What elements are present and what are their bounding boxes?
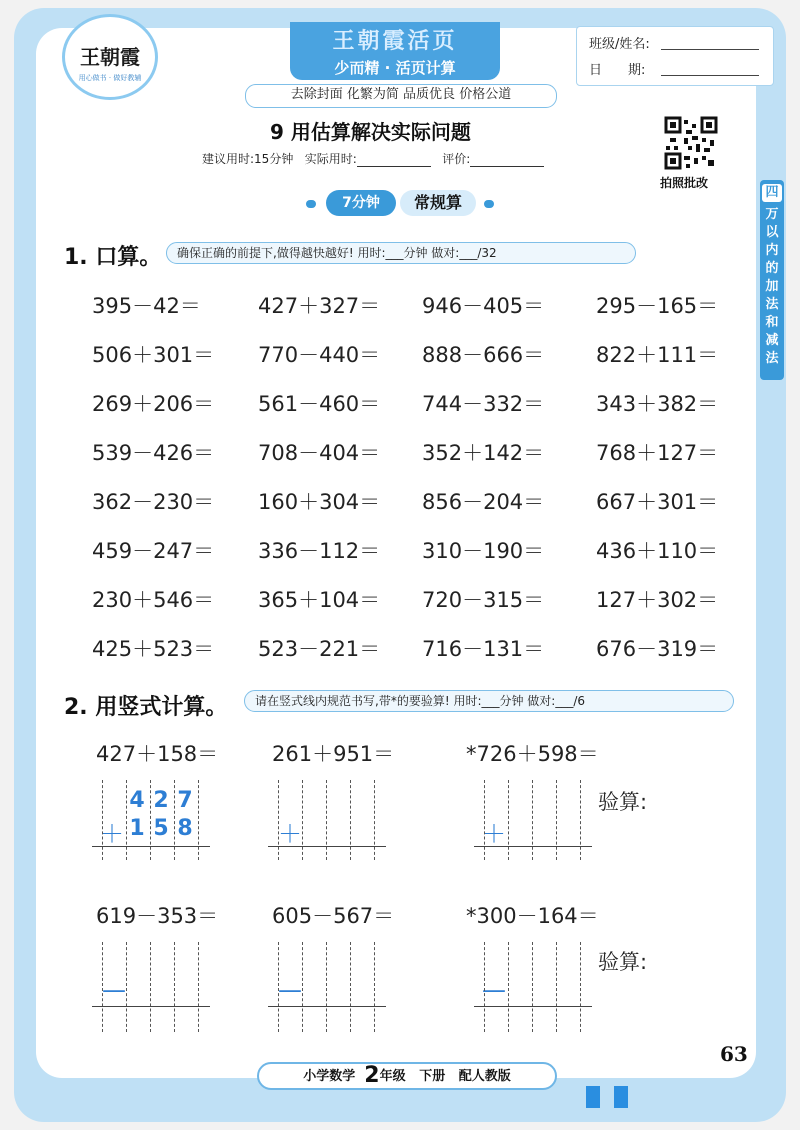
- section-label: 常规算: [400, 190, 476, 216]
- vertical-calc-grid[interactable]: [474, 942, 592, 1032]
- plus-sign: ＋: [278, 820, 302, 848]
- oral-calc-item: 523－221＝: [258, 637, 381, 661]
- oral-calc-item: 425＋523＝: [92, 637, 215, 661]
- example-digit: 8: [177, 816, 193, 841]
- grid-guide-line: [150, 942, 151, 1032]
- grid-guide-line: [556, 942, 557, 1032]
- grid-guide-line: [484, 780, 485, 860]
- grid-guide-line: [126, 942, 127, 1032]
- oral-calc-item: 365＋104＝: [258, 588, 381, 612]
- pill-decoration-right: [484, 200, 494, 208]
- grid-guide-line: [302, 942, 303, 1032]
- brand-title: 王朝霞活页: [332, 28, 458, 54]
- grid-guide-line: [374, 780, 375, 860]
- grid-guide-line: [508, 780, 509, 860]
- date-label: 日 期:: [589, 63, 646, 78]
- oral-calc-item: 269＋206＝: [92, 392, 215, 416]
- vertical-calc-grid[interactable]: [92, 780, 210, 860]
- sum-line: [474, 1006, 592, 1007]
- oral-calc-item: 352＋142＝: [422, 441, 545, 465]
- footer-badge: [257, 1062, 557, 1090]
- grid-guide-line: [174, 942, 175, 1032]
- sum-line: [268, 1006, 386, 1007]
- check-label: 验算:: [598, 790, 648, 814]
- grid-guide-line: [326, 780, 327, 860]
- vertical-problem: *300－164＝: [466, 904, 599, 928]
- sum-line: [92, 846, 210, 847]
- grid-guide-line: [580, 780, 581, 860]
- grid-guide-line: [174, 780, 175, 860]
- vertical-calc-grid[interactable]: [268, 942, 386, 1032]
- time-info: [202, 150, 544, 167]
- oral-calc-item: 362－230＝: [92, 490, 215, 514]
- lesson-title: 9 用估算解决实际问题: [270, 120, 471, 144]
- grid-guide-line: [508, 942, 509, 1032]
- sum-line: [92, 1006, 210, 1007]
- binding-tab: [614, 1086, 628, 1108]
- brand-banner: [290, 22, 500, 80]
- section2-heading: 2. 用竖式计算。: [64, 695, 228, 720]
- section1-heading: 1. 口算。: [64, 245, 162, 270]
- unit-title: 万以内的加法和减法: [765, 207, 779, 366]
- grid-guide-line: [302, 780, 303, 860]
- footer-volume: 下册: [419, 1069, 446, 1084]
- example-digit: 7: [177, 788, 193, 813]
- publisher-logo: [62, 14, 158, 100]
- oral-calc-item: 768＋127＝: [596, 441, 719, 465]
- plus-sign: ＋: [482, 820, 506, 848]
- grid-guide-line: [198, 780, 199, 860]
- actual-time-field[interactable]: [357, 154, 431, 167]
- qr-code-icon[interactable]: [664, 116, 718, 170]
- vertical-problem: 605－567＝: [272, 904, 395, 928]
- minus-sign: —: [482, 976, 506, 1004]
- section2-note: 请在竖式线内规范书写,带*的要验算! 用时:___分钟 做对:___/6: [244, 690, 734, 712]
- oral-calc-item: 946－405＝: [422, 294, 545, 318]
- oral-calc-item: 127＋302＝: [596, 588, 719, 612]
- oral-calc-item: 822＋111＝: [596, 343, 719, 367]
- example-digit: 1: [129, 816, 145, 841]
- actual-time-label: 实际用时:: [304, 152, 357, 166]
- grid-guide-line: [102, 780, 103, 860]
- oral-calc-item: 770－440＝: [258, 343, 381, 367]
- oral-calc-item: 395－42＝: [92, 294, 201, 318]
- footer-grade-number: 2: [364, 1063, 380, 1088]
- oral-calc-item: 708－404＝: [258, 441, 381, 465]
- oral-calc-item: 160＋304＝: [258, 490, 381, 514]
- grid-guide-line: [278, 942, 279, 1032]
- logo-text: 王朝霞: [80, 45, 140, 69]
- vertical-calc-grid[interactable]: [92, 942, 210, 1032]
- grid-guide-line: [198, 942, 199, 1032]
- oral-calc-item: 720－315＝: [422, 588, 545, 612]
- sum-line: [268, 846, 386, 847]
- page-number: 63: [720, 1042, 748, 1066]
- oral-calc-item: 716－131＝: [422, 637, 545, 661]
- grid-guide-line: [102, 942, 103, 1032]
- oral-calc-item: 459－247＝: [92, 539, 215, 563]
- vertical-calc-grid[interactable]: [474, 780, 592, 860]
- section1-note: 确保正确的前提下,做得越快越好! 用时:___分钟 做对:___/32: [166, 242, 636, 264]
- footer-grade-unit: 年级: [379, 1069, 406, 1084]
- unit-number: 四: [762, 184, 782, 202]
- example-digit: 4: [129, 788, 145, 813]
- binding-tab: [586, 1086, 600, 1108]
- oral-calc-item: 230＋546＝: [92, 588, 215, 612]
- grid-guide-line: [326, 942, 327, 1032]
- class-name-field[interactable]: [661, 35, 759, 50]
- oral-calc-item: 856－204＝: [422, 490, 545, 514]
- oral-calc-item: 336－112＝: [258, 539, 381, 563]
- grid-guide-line: [374, 942, 375, 1032]
- brand-subtitle: 少而精 · 活页计算: [334, 59, 456, 77]
- grid-guide-line: [556, 780, 557, 860]
- grid-guide-line: [580, 942, 581, 1032]
- grid-guide-line: [532, 780, 533, 860]
- oral-calc-item: 888－666＝: [422, 343, 545, 367]
- section-time: 7分钟: [326, 190, 396, 216]
- grid-guide-line: [484, 942, 485, 1032]
- minus-sign: —: [102, 976, 126, 1004]
- grid-guide-line: [532, 942, 533, 1032]
- grid-guide-line: [126, 780, 127, 860]
- oral-calc-item: 539－426＝: [92, 441, 215, 465]
- grid-guide-line: [350, 942, 351, 1032]
- class-name-label: 班级/姓名:: [589, 37, 650, 52]
- grid-guide-line: [278, 780, 279, 860]
- plus-sign: ＋: [100, 820, 124, 848]
- oral-calc-item: 506＋301＝: [92, 343, 215, 367]
- date-field[interactable]: [661, 61, 759, 76]
- grid-guide-line: [150, 780, 151, 860]
- grid-guide-line: [350, 780, 351, 860]
- section-pill: [326, 190, 476, 216]
- oral-calc-item: 676－319＝: [596, 637, 719, 661]
- vertical-problem: 261＋951＝: [272, 742, 395, 766]
- oral-calc-item: 744－332＝: [422, 392, 545, 416]
- pill-decoration-left: [306, 200, 316, 208]
- oral-calc-item: 295－165＝: [596, 294, 719, 318]
- unit-sidebar-tab: [760, 180, 784, 380]
- slogan-bar: 去除封面 化繁为简 品质优良 价格公道: [245, 84, 557, 108]
- oral-calc-item: 436＋110＝: [596, 539, 719, 563]
- vertical-problem: 619－353＝: [96, 904, 219, 928]
- oral-calc-item: 561－460＝: [258, 392, 381, 416]
- example-digit: 5: [153, 816, 169, 841]
- oral-calc-item: 427＋327＝: [258, 294, 381, 318]
- oral-calc-item: 310－190＝: [422, 539, 545, 563]
- oral-calc-item: 343＋382＝: [596, 392, 719, 416]
- minus-sign: —: [278, 976, 302, 1004]
- suggested-time: 建议用时:15分钟: [202, 152, 294, 166]
- vertical-problem: 427＋158＝: [96, 742, 219, 766]
- oral-calc-item: 667＋301＝: [596, 490, 719, 514]
- example-digit: 2: [153, 788, 169, 813]
- sum-line: [474, 846, 592, 847]
- check-label: 验算:: [598, 950, 648, 974]
- qr-caption: 拍照批改: [660, 176, 709, 190]
- evaluation-field[interactable]: [470, 154, 544, 167]
- footer-subject: 小学数学: [303, 1069, 356, 1084]
- logo-subtext: 用心做书 · 做好教辅: [78, 74, 142, 82]
- vertical-calc-grid[interactable]: [268, 780, 386, 860]
- vertical-problem: *726＋598＝: [466, 742, 599, 766]
- student-info-box: [576, 26, 774, 86]
- footer-edition: 配人教版: [458, 1069, 511, 1084]
- evaluation-label: 评价:: [442, 152, 471, 166]
